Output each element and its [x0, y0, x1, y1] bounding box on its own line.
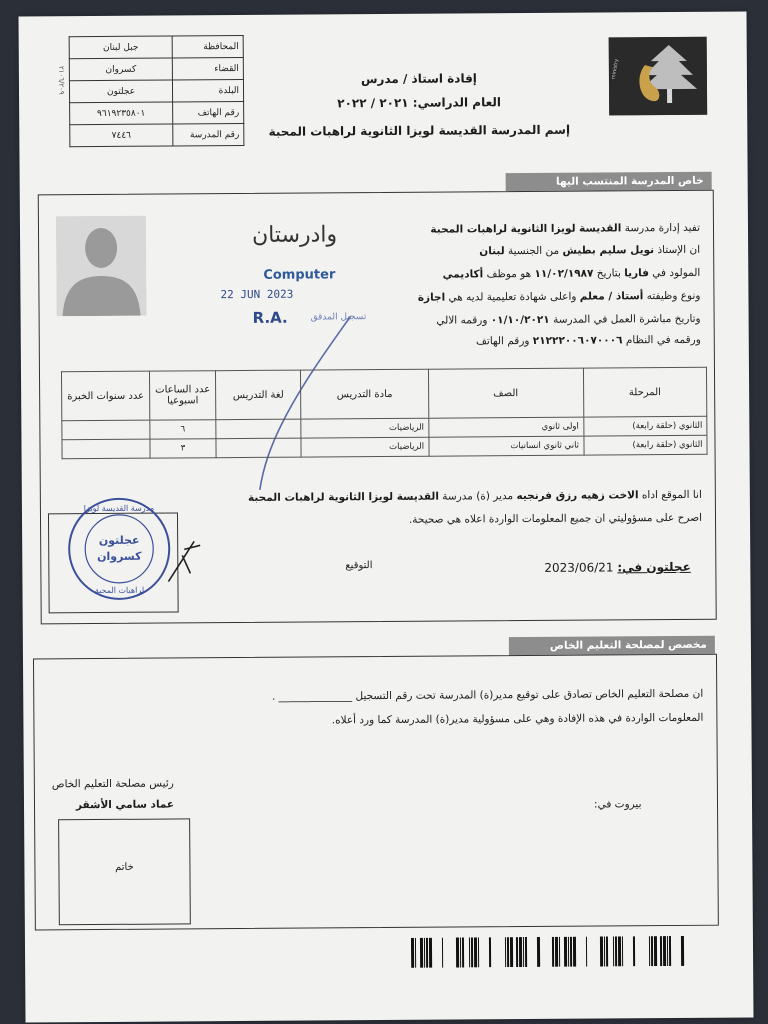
- info-label: رقم الهاتف: [173, 101, 244, 123]
- signature-mark: [164, 535, 204, 585]
- signature-label: التوقيع: [345, 560, 373, 572]
- round-stamp-mid1: عجلتون: [98, 533, 140, 548]
- barcode-bar: [489, 937, 491, 967]
- handwritten-note: وادرستان: [251, 222, 338, 248]
- line-job-type: ونوع وظيفته أستاذ / معلم واعلى شهادة تعليمية لديه هي اجازة: [417, 289, 701, 304]
- barcode-bar: [622, 936, 623, 966]
- info-row: [69, 57, 243, 80]
- barcode-bar: [573, 937, 576, 967]
- th-hours: عدد الساعات اسبوعيا: [150, 371, 216, 420]
- barcode-bar: [510, 937, 513, 967]
- barcode-bar: [654, 936, 657, 966]
- barcode: [411, 936, 696, 968]
- line-school-certifies: تفيد إدارة مدرسة القديسة لويزا الثانوية لراهبات المحبة: [430, 221, 701, 236]
- th-stage: المرحلة: [583, 367, 707, 417]
- stamp-ra-text: تسجيل المدقق: [310, 312, 367, 323]
- barcode-bar: [633, 936, 635, 966]
- info-row: [70, 123, 244, 146]
- round-stamp-bottom: لراهبات المحبة: [94, 585, 145, 596]
- school-info-table: [69, 35, 245, 147]
- barcode-bar: [415, 938, 416, 968]
- th-class: الصف: [428, 368, 583, 418]
- cell-hours: ٦: [150, 420, 216, 439]
- info-value: عجلتون: [69, 80, 172, 103]
- barcode-bar: [505, 937, 506, 967]
- side-note: ٢١٠٦/٢٠٩: [57, 65, 66, 95]
- cell-language: [216, 438, 301, 458]
- round-stamp-top: مدرسة القديسة لويزا: [83, 503, 155, 514]
- info-row: [69, 79, 243, 102]
- barcode-bar: [420, 938, 423, 968]
- line-system-number: ورقمه في النظام ٢١٢٢٢٠٠٦٠٧٠٠٠٦ ورقم الهاتف: [475, 333, 701, 348]
- beirut-place: بيروت في:: [593, 798, 642, 811]
- info-label: المحافظة: [172, 35, 243, 57]
- barcode-bar: [516, 937, 518, 967]
- barcode-bar: [552, 937, 554, 967]
- info-row: [70, 101, 244, 124]
- cell-experience: [62, 439, 150, 459]
- place-date: عجلتون في: 2023/06/21: [544, 559, 691, 575]
- barcode-bar: [537, 937, 540, 967]
- info-label: البلدة: [172, 79, 243, 101]
- barcode-bar: [474, 937, 477, 967]
- head-title: رئيس مصلحة التعليم الخاص: [51, 777, 174, 791]
- document-page: [18, 11, 753, 1022]
- barcode-bar: [456, 938, 459, 968]
- head-name: عماد سامي الأشقر: [75, 798, 175, 812]
- th-language: لغة التدريس: [216, 370, 302, 420]
- info-value: جبل لبنان: [69, 36, 172, 59]
- barcode-bar: [469, 937, 470, 967]
- document-title: إفادة استاذ / مدرس: [360, 71, 477, 87]
- th-subject: مادة التدريس: [301, 369, 429, 419]
- round-stamp-mid2: كسروان: [97, 549, 142, 564]
- barcode-bar: [604, 936, 605, 966]
- barcode-bar: [519, 937, 522, 967]
- barcode-bar: [462, 937, 464, 967]
- cell-experience: [62, 420, 150, 440]
- barcode-bar: [564, 937, 567, 967]
- barcode-bar: [669, 936, 671, 966]
- cell-stage: الثانوي (حلقة رابعة): [583, 416, 707, 436]
- info-value: كسروان: [69, 58, 172, 81]
- line-start-date: وتاريخ مباشرة العمل في المدرسة ٠١/١٠/٢٠٢١ ورقمه الالي: [436, 312, 701, 327]
- barcode-bar: [570, 937, 572, 967]
- barcode-bar: [411, 938, 414, 968]
- barcode-bar: [618, 936, 621, 966]
- declaration-line-2: اصرح على مسؤوليتي ان جميع المعلومات الواردة اعلاه هي صحيحة.: [408, 511, 703, 526]
- section-private-education-tab: مخصص لمصلحة التعليم الخاص: [509, 636, 715, 655]
- info-label: القضاء: [172, 57, 243, 79]
- info-value: ٩٦١٩٢٣٥٨٠١: [70, 102, 173, 125]
- barcode-bar: [606, 936, 608, 966]
- barcode-bar: [471, 937, 473, 967]
- line-teacher-name: ان الإستاذ نويل سليم بطيش من الجنسية لبنان: [479, 243, 701, 258]
- school-year: العام الدراسي: ٢٠٢١ / ٢٠٢٢: [337, 95, 502, 111]
- barcode-bar: [667, 936, 668, 966]
- ministry-logo: [609, 37, 708, 116]
- info-label: رقم المدرسة: [173, 123, 244, 145]
- svg-text:ministry: ministry: [610, 58, 620, 80]
- info-row: [69, 35, 243, 58]
- school-name-line: إسم المدرسة القديسة لويزا الثانوية لراهبات المحبة: [268, 122, 571, 139]
- barcode-bar: [426, 938, 428, 968]
- barcode-bar: [649, 936, 650, 966]
- barcode-bar: [660, 936, 662, 966]
- barcode-bar: [525, 937, 527, 967]
- declaration-line-1: انا الموقع اداه الاخت زهيه رزق فرنجيه مدير (ة) مدرسة القديسة لويزا الثانوية لراهبات المحبة: [247, 488, 702, 504]
- barcode-bar: [600, 936, 603, 966]
- barcode-bar: [586, 937, 587, 967]
- barcode-bar: [523, 937, 524, 967]
- barcode-bar: [613, 936, 614, 966]
- stamp-date: 22 JUN 2023: [220, 287, 294, 302]
- stamp-computer: Computer: [263, 267, 336, 283]
- cell-stage: الثانوي (حلقة رابعة): [583, 435, 707, 455]
- barcode-bar: [568, 937, 569, 967]
- approval-line-2: المعلومات الواردة في هذه الإفادة وهي على مسؤولية مدير(ة) المدرسة كما ورد أعلاه.: [331, 711, 704, 727]
- seal-label: خاتم: [115, 861, 134, 873]
- barcode-bar: [663, 936, 666, 966]
- barcode-bar: [559, 937, 560, 967]
- barcode-bar: [460, 937, 461, 967]
- line-birth: المولود في فاريا بتاريخ ١١/٠٢/١٩٨٧ هو موظف أكاديمي: [442, 266, 701, 281]
- barcode-bar: [507, 937, 509, 967]
- section-school-tab: خاص المدرسة المنتسب اليها: [506, 172, 712, 191]
- barcode-bar: [651, 936, 653, 966]
- barcode-bar: [429, 938, 432, 968]
- cell-language: [216, 419, 301, 439]
- table-row: [62, 435, 707, 459]
- barcode-bar: [681, 936, 684, 966]
- approval-line-1: ان مصلحة التعليم الخاص تصادق على توقيع مدير(ة) المدرسة تحت رقم التسجيل ______________ .: [271, 687, 704, 703]
- barcode-bar: [442, 938, 443, 968]
- cell-subject: الرياضيات: [301, 437, 428, 457]
- th-experience: عدد سنوات الخبرة: [61, 371, 149, 421]
- barcode-bar: [555, 937, 558, 967]
- barcode-bar: [424, 938, 425, 968]
- info-value: ٧٤٤٦: [70, 124, 173, 147]
- cell-class: ثاني ثانوي انسانيات: [429, 436, 584, 456]
- barcode-bar: [478, 937, 479, 967]
- school-round-stamp: [66, 495, 173, 602]
- teaching-table: [61, 367, 708, 460]
- teacher-photo-placeholder: [56, 216, 147, 317]
- cell-class: اولى ثانوي: [428, 417, 583, 437]
- stamp-ra: R.A.: [252, 308, 288, 327]
- cell-hours: ٣: [150, 439, 216, 458]
- barcode-bar: [615, 936, 617, 966]
- cell-subject: الرياضيات: [301, 418, 428, 438]
